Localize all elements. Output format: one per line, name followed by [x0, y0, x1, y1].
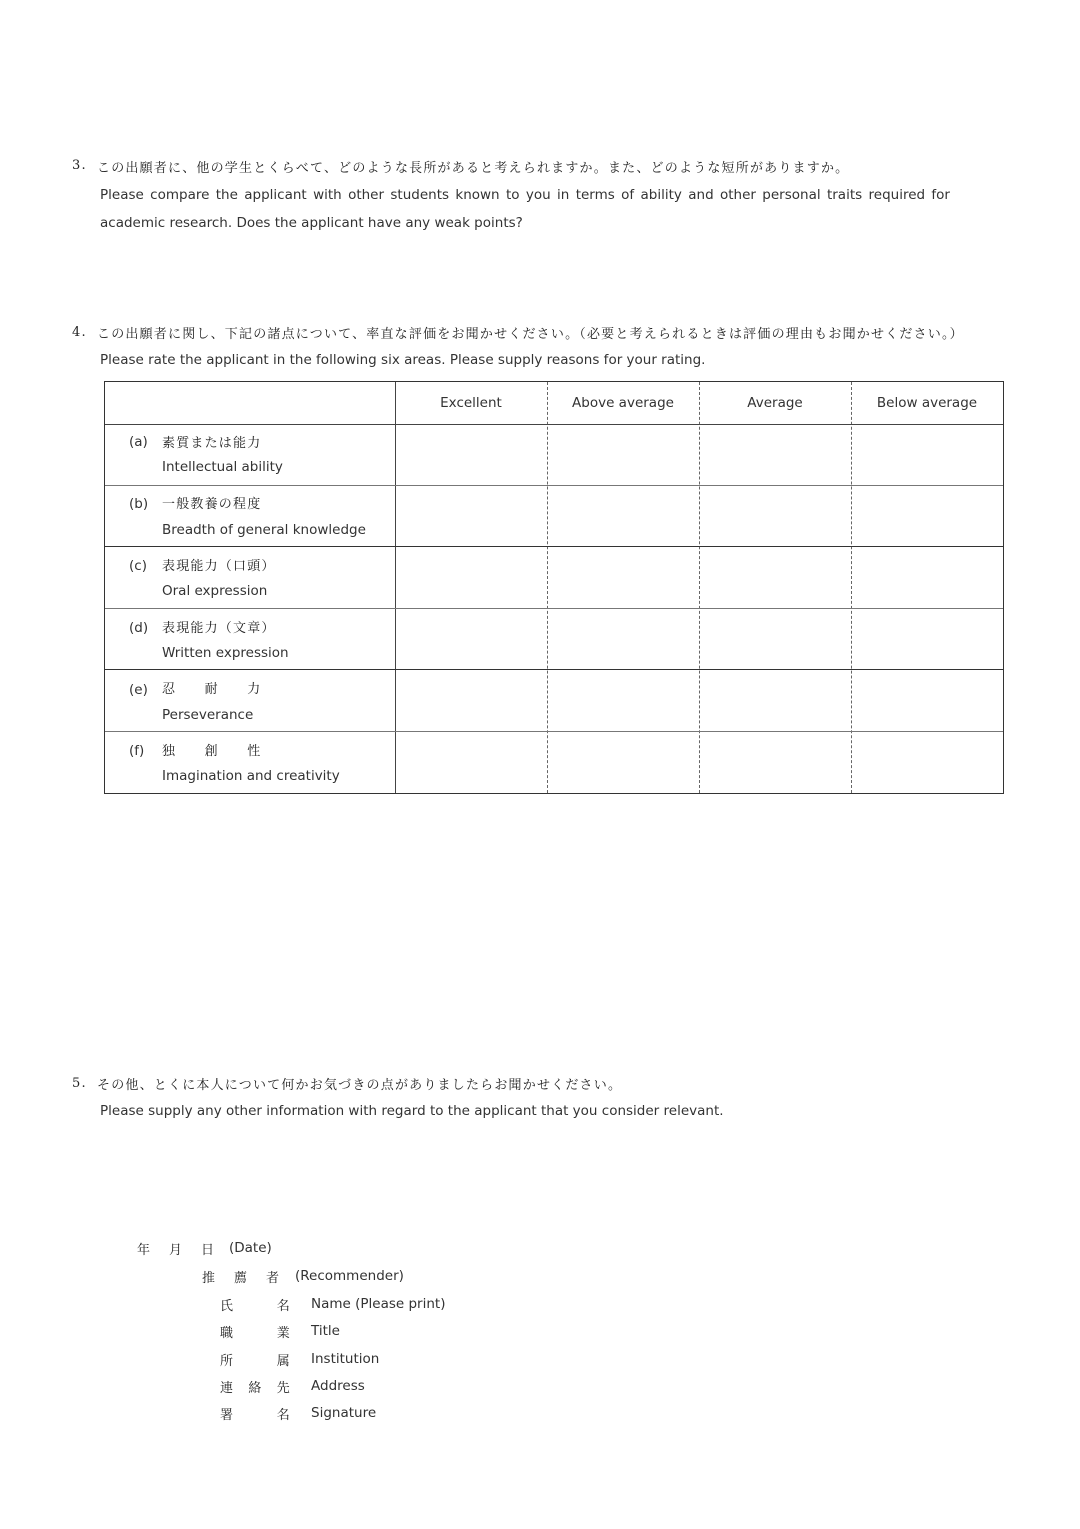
row-label-jp: 素質または能力: [162, 436, 262, 451]
row-label-jp: 独 創 性: [162, 744, 262, 759]
row-divider: [105, 669, 1003, 670]
row-letter: (a): [129, 434, 148, 450]
recommender-label-en: (Recommender): [295, 1268, 404, 1284]
question-en: Please rate the applicant in the following six areas. Please supply reasons for your rating.: [100, 352, 706, 368]
address-label-jp: 連 絡 先: [220, 1381, 292, 1396]
date-label-en: (Date): [229, 1240, 272, 1256]
row-letter: (f): [129, 743, 145, 759]
row-letter: (c): [129, 558, 147, 574]
row-divider: [105, 546, 1003, 547]
question-jp: この出願者に、他の学生とくらべて、どのような長所があると考えられますか。また、どのような短所がありますか。: [97, 161, 850, 176]
title-label-jp: 職 業: [220, 1326, 292, 1341]
question-number: 3.: [72, 158, 87, 173]
column-header-excellent: Excellent: [440, 395, 502, 411]
name-label-en: Name (Please print): [311, 1296, 446, 1312]
column-header-above-average: Above average: [572, 395, 674, 411]
question-jp: この出願者に関し、下記の諸点について、率直な評価をお聞かせください。（必要と考えられるときは評価の理由もお聞かせください。）: [97, 327, 964, 342]
row-label-en: Breadth of general knowledge: [162, 522, 366, 538]
question-en: Please compare the applicant with other students known to you in terms of ability and other personal traits required for academic research. Does the applicant have any weak points?: [100, 187, 950, 231]
institution-label-jp: 所 属: [220, 1354, 292, 1369]
row-label-en: Intellectual ability: [162, 459, 283, 475]
title-label-en: Title: [311, 1323, 340, 1339]
signature-label-jp: 署 名: [220, 1408, 292, 1423]
recommender-label-jp: 推 薦 者: [202, 1271, 283, 1286]
row-label-en: Written expression: [162, 645, 289, 661]
row-letter: (d): [129, 620, 149, 636]
row-divider: [105, 485, 1003, 486]
row-divider: [105, 608, 1003, 609]
row-letter: (e): [129, 682, 148, 698]
date-label-jp: 年 月 日: [137, 1243, 218, 1258]
question-number: 5.: [72, 1076, 87, 1091]
column-header-below-average: Below average: [876, 395, 978, 411]
row-letter: (b): [129, 496, 149, 512]
rating-table: [104, 381, 1004, 794]
row-divider: [105, 731, 1003, 732]
row-label-en: Perseverance: [162, 707, 254, 723]
row-label-en: Oral expression: [162, 583, 268, 599]
institution-label-en: Institution: [311, 1351, 380, 1367]
signature-label-en: Signature: [311, 1405, 377, 1421]
question-en: Please supply any other information with regard to the applicant that you consider relevant.: [100, 1103, 724, 1119]
row-label-jp: 表現能力（文章）: [162, 621, 276, 636]
question-number: 4.: [72, 325, 87, 340]
column-header-average: Average: [747, 395, 803, 411]
row-label-jp: 一般教養の程度: [162, 497, 262, 512]
row-label-jp: 表現能力（口頭）: [162, 559, 276, 574]
address-label-en: Address: [311, 1378, 365, 1394]
row-label-jp: 忍 耐 力: [162, 682, 262, 697]
row-label-en: Imagination and creativity: [162, 768, 340, 784]
name-label-jp: 氏 名: [220, 1299, 292, 1314]
question-jp: その他、とくに本人について何かお気づきの点がありましたらお聞かせください。: [97, 1078, 623, 1093]
row-divider: [105, 424, 1003, 425]
